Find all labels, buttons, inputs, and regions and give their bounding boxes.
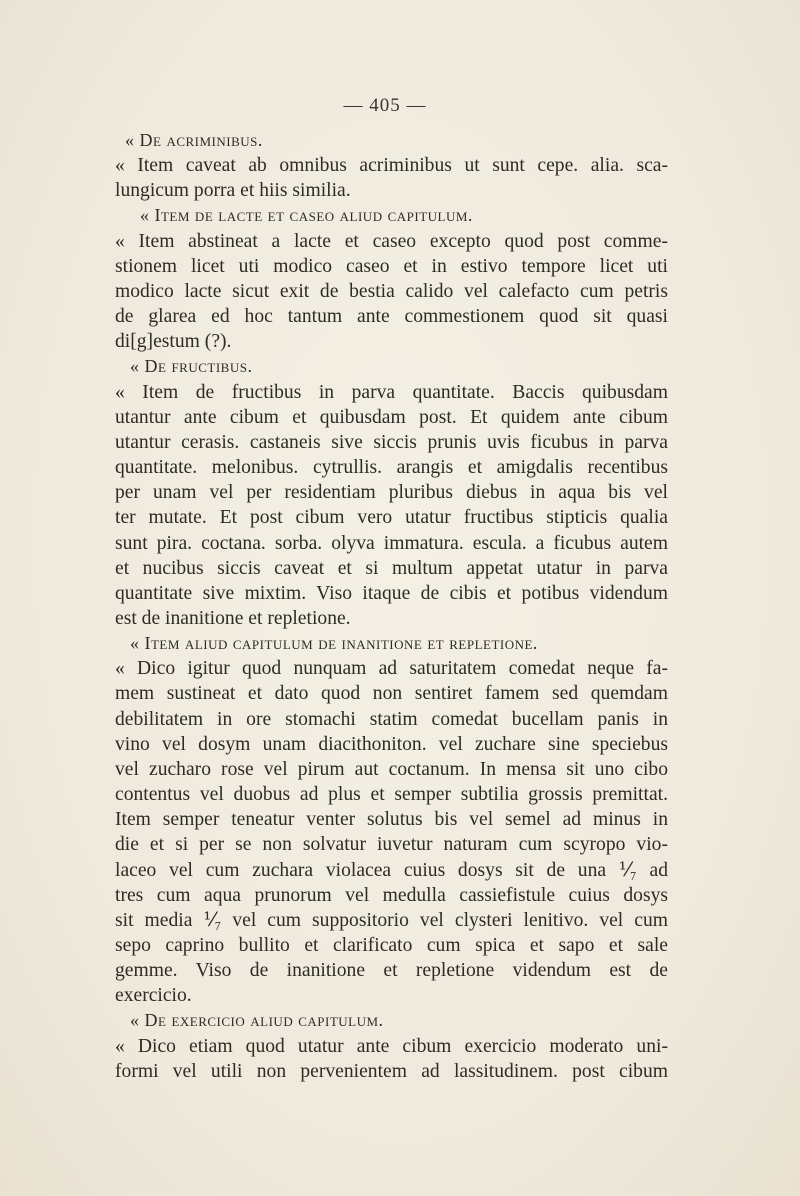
section-heading: « De exercicio aliud capitulum. xyxy=(130,1010,384,1031)
text-line: modico lacte sicut exit de bestia calido vel calefacto cum petris xyxy=(115,280,668,302)
paragraph xyxy=(90,380,668,632)
text-line: per unam vel per residentiam pluribus diebus in aqua bis vel xyxy=(115,482,668,504)
section-heading: « De acriminibus. xyxy=(125,130,263,150)
text-line: utantur cerasis. castaneis sive siccis prunis uvis ficubus in parva xyxy=(115,431,668,453)
text-line: utantur ante cibum et quibusdam post. Et quidem ante cibum xyxy=(115,406,668,428)
text-line: debilitatem in ore stomachi statim comedat bucellam panis in xyxy=(115,708,668,730)
text-line: laceo vel cum zuchara violacea cuius dosys sit de una ⅟₇ ad xyxy=(115,859,668,881)
section-heading: « Item de lacte et caseo aliud capitulum. xyxy=(140,205,473,226)
text-line: mem sustineat et dato quod non sentiret famem sed quemdam xyxy=(115,683,668,705)
text-line: stionem licet uti modico caseo et in estivo tempore licet uti xyxy=(115,255,668,277)
text-line: et nucibus siccis caveat et si multum appetat utatur in parva xyxy=(115,557,668,579)
text-line: quantitate sive mixtim. Viso itaque de cibis et potibus videndum xyxy=(115,582,668,604)
section-heading: « Item aliud capitulum de inanitione et repletione. xyxy=(130,633,538,654)
text-line: « Item abstineat a lacte et caseo excepto quod post comme- xyxy=(115,230,668,252)
paragraph xyxy=(90,153,668,203)
paragraph xyxy=(90,656,668,1008)
paragraph xyxy=(90,1034,668,1084)
text-line: vel zucharo rose vel pirum aut coctanum. In mensa sit uno cibo xyxy=(115,758,668,780)
text-line: formi vel utili non pervenientem ad lassitudinem. post cibum xyxy=(115,1060,668,1082)
text-line: vino vel dosym unam diacithoniton. vel zuchare sine speciebus xyxy=(115,733,668,755)
text-block xyxy=(90,128,668,1084)
page-number: — 405 — xyxy=(343,95,427,116)
text-line: exercicio. xyxy=(115,985,192,1007)
text-line: quantitate. melonibus. cytrullis. arangis et amigdalis recentibus xyxy=(115,457,668,479)
text-line: di[g]estum (?). xyxy=(115,331,232,353)
text-line: tres cum aqua prunorum vel medulla cassiefistule cuius dosys xyxy=(115,884,668,906)
text-line: de glarea ed hoc tantum ante commestionem quod sit quasi xyxy=(115,306,668,328)
text-line: sit media ⅟₇ vel cum suppositorio vel clysteri lenitivo. vel cum xyxy=(115,909,668,931)
text-line: sunt pira. coctana. sorba. olyva immatura. escula. a ficubus autem xyxy=(115,532,668,554)
text-line: est de inanitione et repletione. xyxy=(115,607,351,629)
text-line: « Item de fructibus in parva quantitate. Baccis quibusdam xyxy=(115,381,668,403)
text-line: lungicum porra et hiis similia. xyxy=(115,180,351,202)
paragraph xyxy=(90,229,668,355)
text-line: Item semper teneatur venter solutus bis vel semel ad minus in xyxy=(115,809,668,831)
text-line: ter mutate. Et post cibum vero utatur fructibus stipticis qualia xyxy=(115,507,668,529)
text-line: sepo caprino bullito et clarificato cum spica et sapo et sale xyxy=(115,935,668,956)
text-line: contentus vel duobus ad plus et semper subtilia grossis premittat. xyxy=(115,784,668,806)
text-line: die et si per se non solvatur iuvetur naturam cum scyropo vio- xyxy=(115,834,668,856)
text-line: gemme. Viso de inanitione et repletione videndum est de xyxy=(115,960,668,982)
text-line: « Dico igitur quod nunquam ad saturitatem comedat neque fa- xyxy=(115,658,668,680)
text-line: « Item caveat ab omnibus acriminibus ut sunt cepe. alia. sca- xyxy=(115,155,668,177)
text-line: « Dico etiam quod utatur ante cibum exercicio moderato uni- xyxy=(115,1035,668,1057)
section-heading: « De fructibus. xyxy=(130,356,253,377)
